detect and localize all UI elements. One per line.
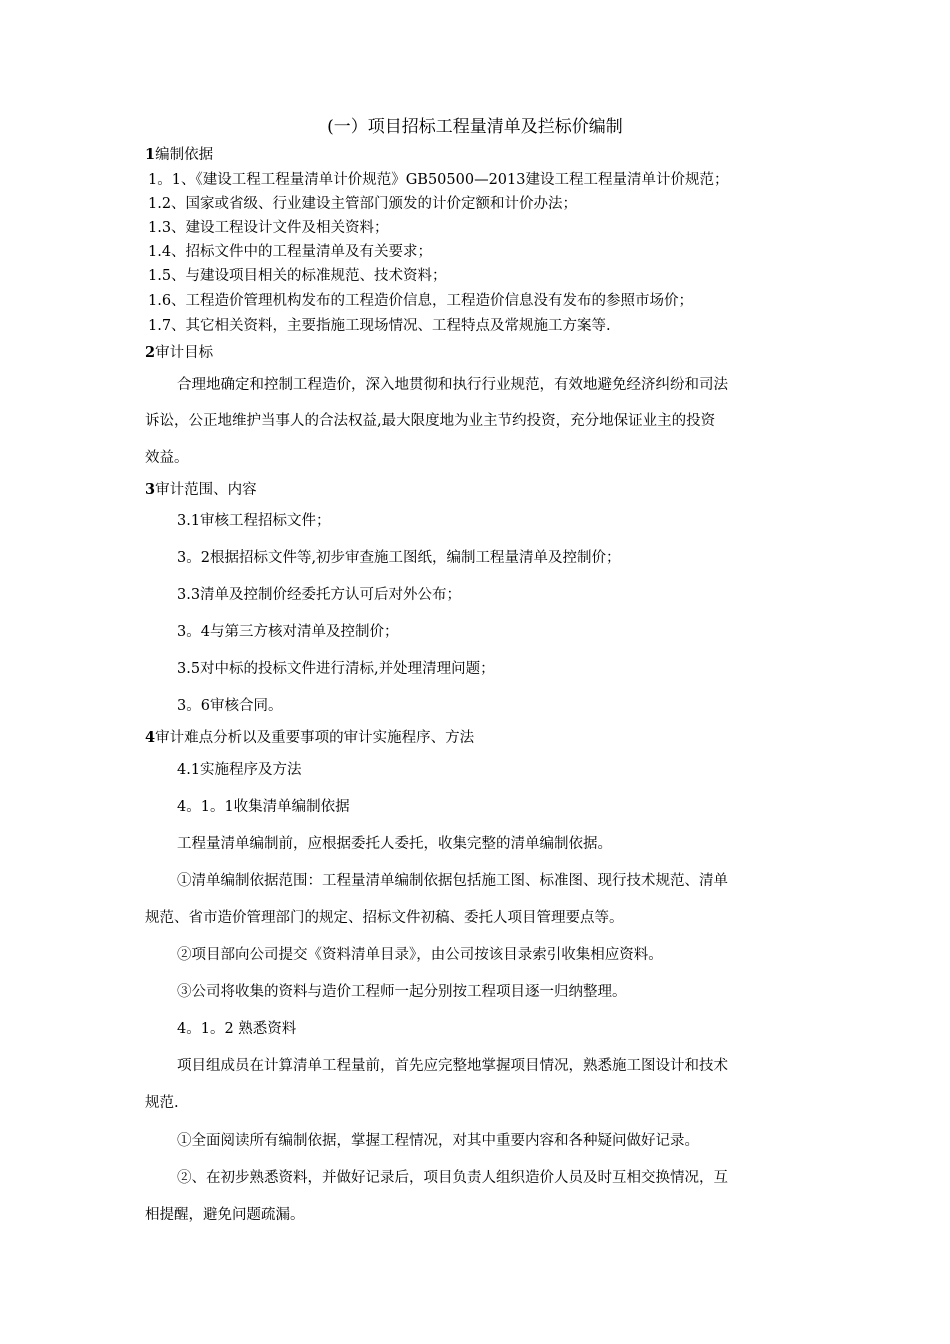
paragraph-read-all: ①全面阅读所有编制依据，掌握工程情况，对其中重要内容和各种疑问做好记录。 (177, 1133, 699, 1149)
objective-line-3: 效益。 (145, 450, 189, 466)
scope-item-2: 3。2根据招标文件等,初步审查施工图纸，编制工程量清单及控制价； (177, 550, 621, 566)
scope-item-1: 3.1审核工程招标文件； (177, 513, 331, 529)
basis-item-2: 1.2、国家或省级、行业建设主管部门颁发的计价定额和计价办法； (148, 196, 578, 212)
subsection-4-1-2: 4。1。2 熟悉资料 (177, 1021, 297, 1037)
section-4-heading (145, 728, 474, 748)
basis-item-5: 1.5、与建设项目相关的标准规范、技术资料； (148, 268, 447, 284)
basis-item-4: 1.4、招标文件中的工程量清单及有关要求； (148, 244, 433, 260)
section-1-heading (145, 145, 213, 165)
section-1-number: 1 (145, 146, 156, 163)
paragraph-exchange-line-1: ②、在初步熟悉资料，并做好记录后，项目负责人组织造价人员及时互相交换情况，互 (177, 1170, 728, 1186)
paragraph-scope-line-1: ①清单编制依据范围：工程量清单编制依据包括施工图、标准图、现行技术规范、清单 (177, 873, 728, 889)
section-2-title: 审计目标 (155, 345, 214, 361)
scope-item-6: 3。6审核合同。 (177, 698, 283, 714)
section-3-title: 审计范围、内容 (155, 482, 257, 498)
paragraph-familiarize-line-2: 规范. (145, 1095, 179, 1111)
section-2-heading (145, 343, 213, 363)
paragraph-scope-line-2: 规范、省市造价管理部门的规定、招标文件初稿、委托人项目管理要点等。 (145, 910, 624, 926)
section-1-title: 编制依据 (155, 147, 214, 163)
scope-item-5: 3.5对中标的投标文件进行清标,并处理清理问题； (177, 661, 495, 677)
paragraph-submit: ②项目部向公司提交《资料清单目录》，由公司按该目录索引收集相应资料。 (177, 947, 663, 963)
subsection-4-1: 4.1实施程序及方法 (177, 762, 302, 778)
subsection-4-1-1: 4。1。1收集清单编制依据 (177, 799, 350, 815)
paragraph-collect: 工程量清单编制前，应根据委托人委托，收集完整的清单编制依据。 (177, 836, 612, 852)
section-2-number: 2 (145, 344, 156, 361)
basis-item-1: 1。1、《建设工程工程量清单计价规范》GB50500—2013建设工程工程量清单计价规范； (148, 172, 729, 188)
section-3-heading (145, 480, 257, 500)
basis-item-6: 1.6、工程造价管理机构发布的工程造价信息，工程造价信息没有发布的参照市场价； (148, 293, 694, 309)
basis-item-3: 1.3、建设工程设计文件及相关资料； (148, 220, 389, 236)
scope-item-3: 3.3清单及控制价经委托方认可后对外公布； (177, 587, 462, 603)
paragraph-organize: ③公司将收集的资料与造价工程师一起分别按工程项目逐一归纳整理。 (177, 984, 627, 1000)
section-3-number: 3 (145, 481, 156, 498)
section-4-number: 4 (145, 729, 156, 746)
objective-line-2: 诉讼，公正地维护当事人的合法权益,最大限度地为业主节约投资，充分地保证业主的投资 (145, 413, 716, 429)
paragraph-exchange-line-2: 相提醒，避免问题疏漏。 (145, 1207, 305, 1223)
basis-item-7: 1.7、其它相关资料，主要指施工现场情况、工程特点及常规施工方案等. (148, 318, 611, 334)
section-4-title: 审计难点分析以及重要事项的审计实施程序、方法 (155, 730, 475, 746)
scope-item-4: 3。4与第三方核对清单及控制价； (177, 624, 399, 640)
document-title: (一）项目招标工程量清单及拦标价编制 (327, 117, 623, 137)
objective-line-1: 合理地确定和控制工程造价，深入地贯彻和执行行业规范，有效地避免经济纠纷和司法 (177, 377, 728, 393)
paragraph-familiarize-line-1: 项目组成员在计算清单工程量前，首先应完整地掌握项目情况，熟悉施工图设计和技术 (177, 1058, 728, 1074)
